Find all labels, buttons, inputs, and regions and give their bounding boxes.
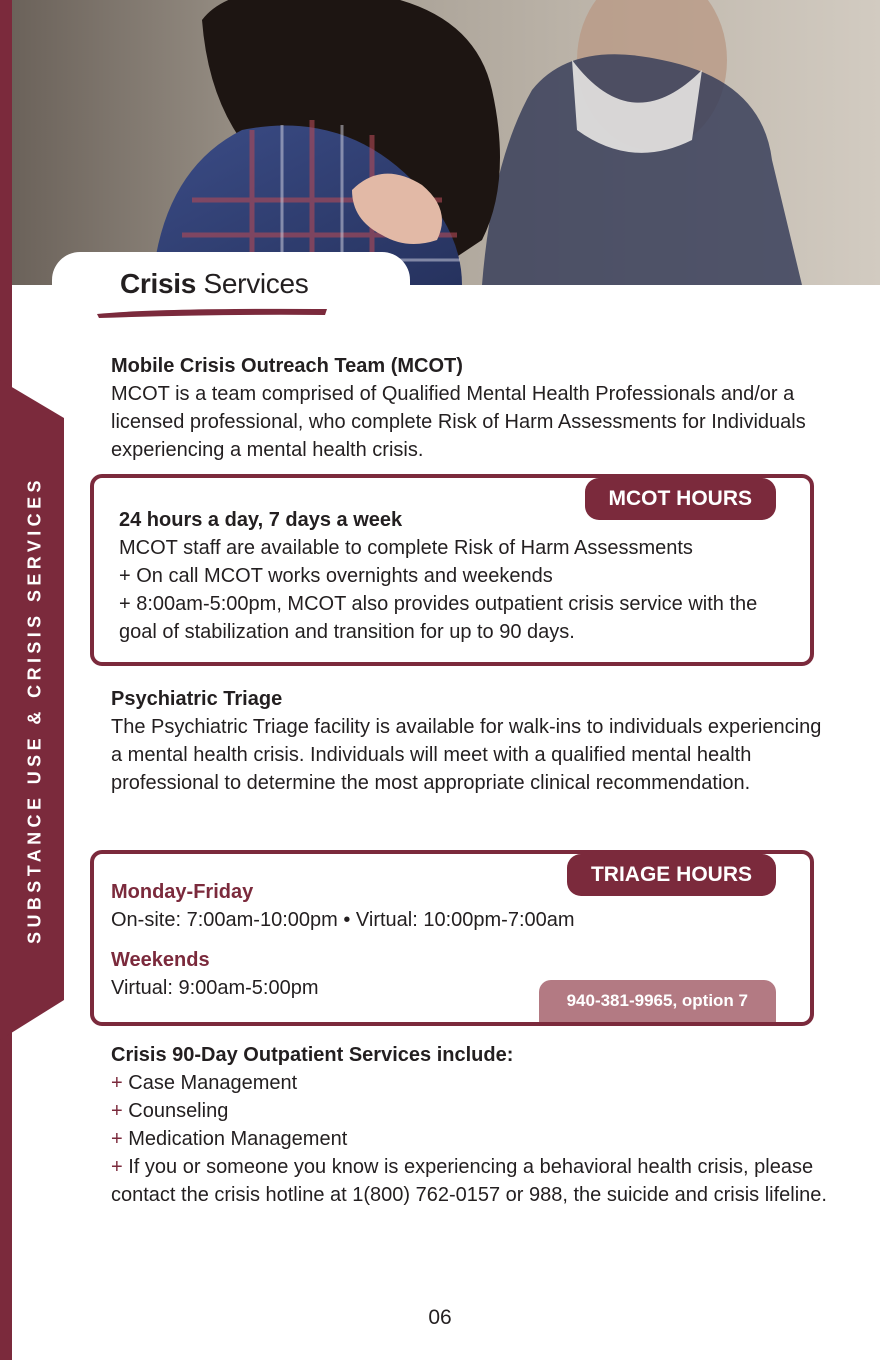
mcot-body: MCOT is a team comprised of Qualified Mental Health Professionals and/or a licensed professional, who complete Risk of Harm Assessments for Individuals experiencing a mental health crisis. [111,383,806,461]
mcot-hours-box [90,474,814,666]
weekend-hours: Virtual: 9:00am-5:00pm [111,977,319,999]
mcot-hours-tag: MCOT HOURS [585,478,777,520]
weekend-label: Weekends [111,949,210,971]
outpatient-title: Crisis 90-Day Outpatient Services include: [111,1044,514,1066]
triage-hours-tag: TRIAGE HOURS [567,854,776,896]
mcot-hours-line1: MCOT staff are available to complete Risk of Harm Assessments [119,537,693,559]
section-tab-label: SUBSTANCE USE & CRISIS SERVICES [24,476,45,944]
brush-underline [95,305,330,319]
page-number: 06 [428,1306,452,1329]
mcot-section [111,352,831,464]
outpatient-section [111,1041,831,1209]
list-item: + Case Management [111,1072,298,1094]
weekday-hours: On-site: 7:00am-10:00pm • Virtual: 10:00pm-7:00am [111,909,575,931]
triage-section [111,685,831,797]
triage-title: Psychiatric Triage [111,688,283,710]
hero-photo [12,0,880,285]
mcot-hours-line2: + On call MCOT works overnights and weekends [119,565,553,587]
triage-phone-badge: 940-381-9965, option 7 [539,980,776,1022]
weekday-label: Monday-Friday [111,881,254,903]
list-item: + Counseling [111,1100,229,1122]
mcot-hours-title: 24 hours a day, 7 days a week [119,509,403,531]
page-title: Crisis Services [120,268,309,299]
mcot-hours-line3: + 8:00am-5:00pm, MCOT also provides outpatient crisis service with the goal of stabilization and transition for up to 90 days. [119,593,758,643]
triage-body: The Psychiatric Triage facility is available for walk-ins to individuals experiencing a mental health crisis. Individuals will meet with a qualified mental health professional to determine the most appropriate clinical recommendation. [111,716,822,794]
list-item: + If you or someone you know is experiencing a behavioral health crisis, please contact the crisis hotline at 1(800) 762-0157 or 988, the suicide and crisis lifeline. [111,1156,827,1206]
mcot-title: Mobile Crisis Outreach Team (MCOT) [111,355,463,377]
list-item: + Medication Management [111,1128,348,1150]
triage-hours-box [90,850,814,1026]
